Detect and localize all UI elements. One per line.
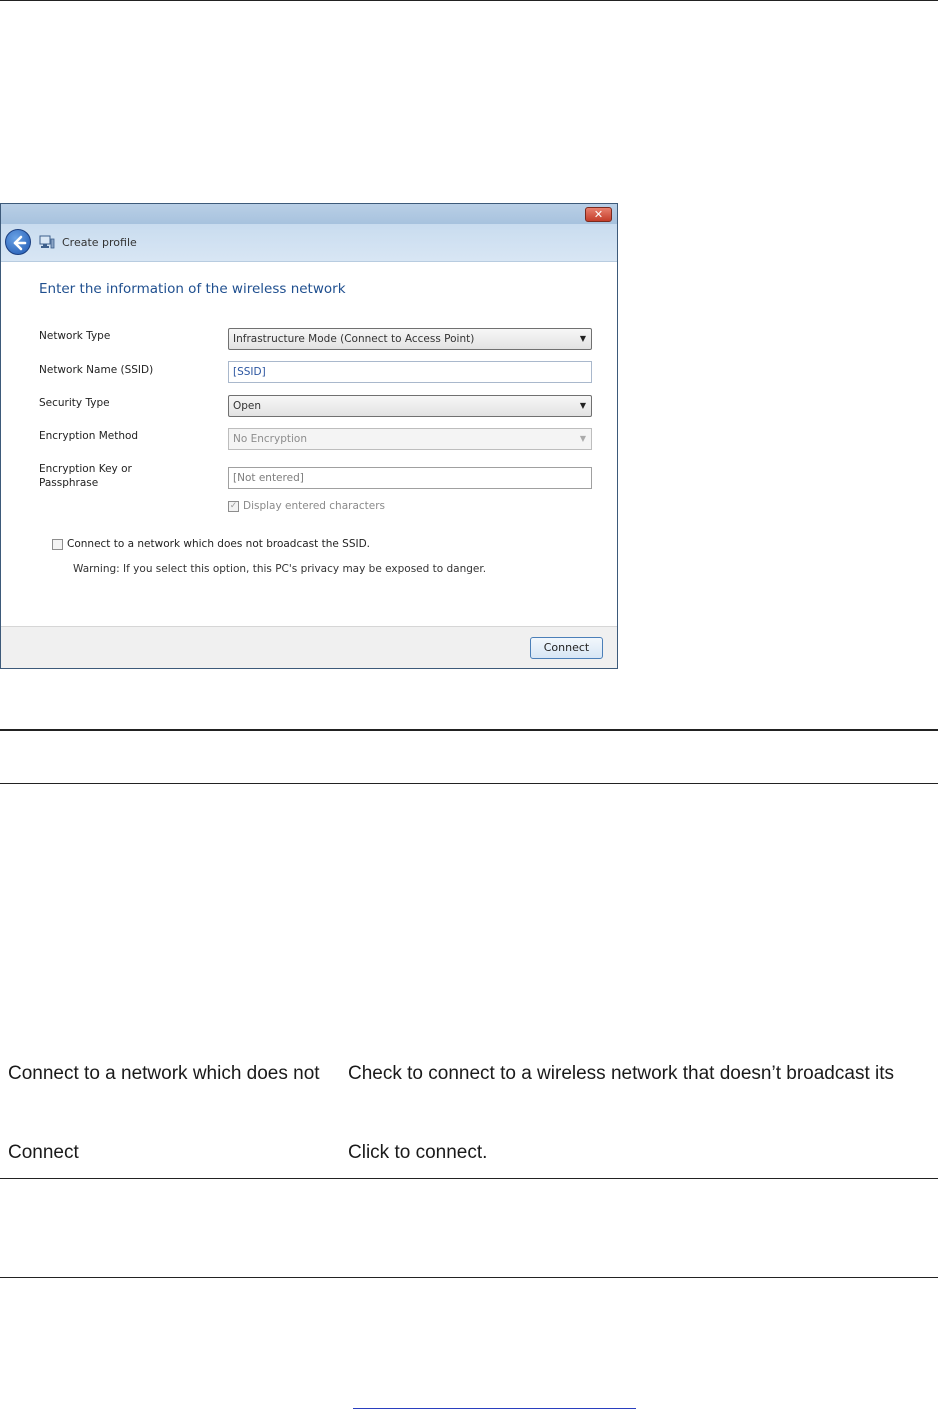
privacy-warning: Warning: If you select this option, this PC's privacy may be exposed to danger. xyxy=(73,563,487,575)
security-type-select[interactable] xyxy=(228,395,592,417)
display-characters-label: Display entered characters xyxy=(243,500,386,512)
checkbox-icon xyxy=(52,539,63,550)
network-type-value: Infrastructure Mode (Connect to Access Point) xyxy=(233,333,475,345)
close-button[interactable] xyxy=(585,207,612,222)
encryption-key-label: Encryption Key or Passphrase xyxy=(39,463,132,489)
checkmark-icon: ✓ xyxy=(229,500,238,511)
nav-bar xyxy=(1,224,617,262)
window-title: Create profile xyxy=(62,236,137,249)
table-header-rule xyxy=(0,783,938,784)
chevron-down-icon: ▼ xyxy=(579,401,586,410)
network-name-label: Network Name (SSID) xyxy=(39,364,154,376)
network-type-select[interactable] xyxy=(228,328,592,350)
row-connect-description: Click to connect. xyxy=(348,1142,488,1163)
network-icon xyxy=(39,235,55,249)
dialog-footer xyxy=(1,626,617,668)
display-characters-checkbox[interactable] xyxy=(228,500,385,512)
back-button[interactable] xyxy=(5,229,31,255)
table-row-rule xyxy=(0,1178,938,1179)
security-type-label: Security Type xyxy=(39,397,110,409)
encryption-key-value: [Not entered] xyxy=(233,472,304,484)
security-type-value: Open xyxy=(233,400,262,412)
ssid-value: [SSID] xyxy=(233,366,266,378)
create-profile-dialog xyxy=(0,203,618,669)
back-arrow-icon xyxy=(10,234,28,252)
chevron-down-icon: ▼ xyxy=(579,434,586,443)
table-bottom-rule xyxy=(0,1277,938,1278)
table-top-rule xyxy=(0,729,938,731)
top-rule xyxy=(0,0,938,1)
encryption-method-select[interactable] xyxy=(228,428,592,450)
hidden-ssid-label: Connect to a network which does not broadcast the SSID. xyxy=(67,538,371,550)
row-hidden-ssid-name: Connect to a network which does not xyxy=(8,1063,320,1084)
row-connect-name: Connect xyxy=(8,1142,79,1163)
encryption-key-input[interactable] xyxy=(228,467,592,489)
title-bar xyxy=(1,204,617,224)
encryption-method-label: Encryption Method xyxy=(39,430,139,442)
encryption-method-value: No Encryption xyxy=(233,433,307,445)
row-hidden-ssid-description: Check to connect to a wireless network that doesn’t broadcast its xyxy=(348,1063,894,1084)
dialog-heading: Enter the information of the wireless network xyxy=(39,281,346,297)
connect-button[interactable]: Connect xyxy=(530,637,603,659)
network-type-label: Network Type xyxy=(39,330,111,342)
footer-link-underline[interactable] xyxy=(353,1408,636,1409)
hidden-ssid-checkbox[interactable] xyxy=(52,538,370,550)
ssid-input[interactable] xyxy=(228,361,592,383)
close-icon: ✕ xyxy=(593,208,604,221)
chevron-down-icon: ▼ xyxy=(579,334,586,343)
